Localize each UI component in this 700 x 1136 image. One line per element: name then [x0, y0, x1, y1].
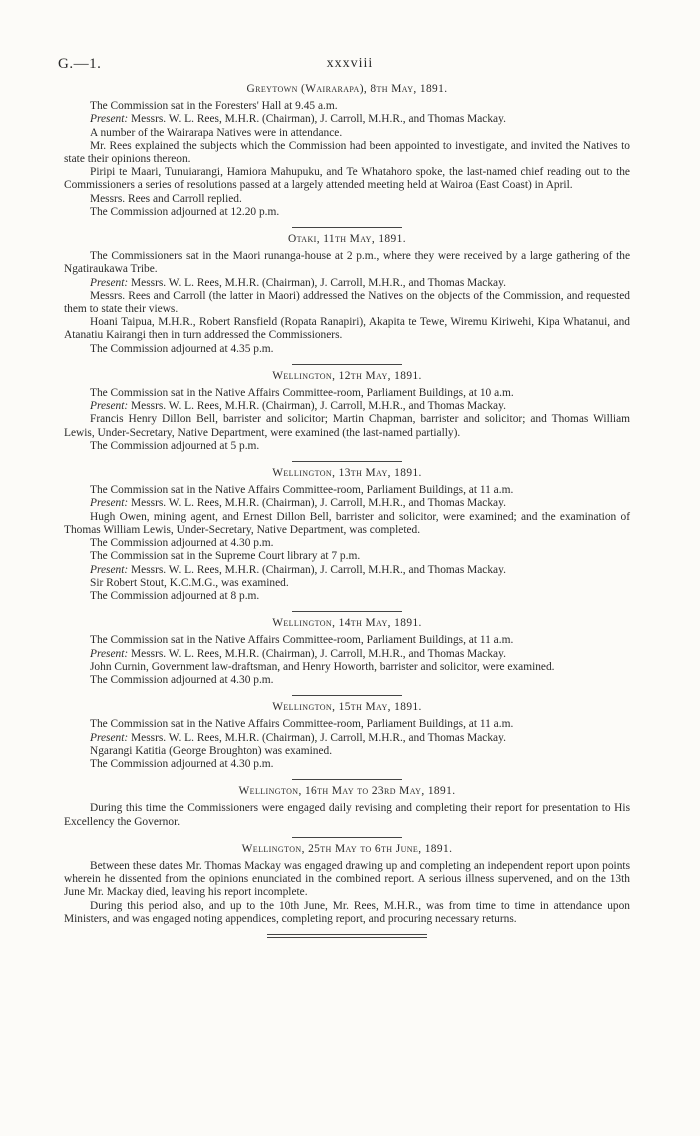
- present-label: Present:: [90, 647, 129, 660]
- paragraph: [64, 250, 630, 276]
- paragraph-text: Messrs. W. L. Rees, M.H.R. (Chairman), J. Carroll, M.H.R., and Thomas Mackay.: [128, 113, 506, 126]
- paragraph: [64, 387, 630, 400]
- paragraph-text: The Commission sat in the Native Affairs Committee-room, Parliament Buildings, at 10 a.m.: [90, 387, 514, 400]
- paragraph-text: The Commission adjourned at 8 p.m.: [90, 589, 260, 602]
- section-date-heading: Wellington, 25th May to 6th June, 1891.: [241, 842, 453, 855]
- paragraph: [64, 166, 630, 192]
- paragraph-text: John Curnin, Government law-draftsman, and Henry Howorth, barrister and solicitor, were examined.: [90, 660, 555, 673]
- section-divider: [292, 364, 402, 365]
- paragraph: [64, 634, 630, 647]
- paragraph-text: Hoani Taipua, M.H.R., Robert Ransfield (Ropata Ranapiri), Akapita te Tewe, Wiremu Kiriwehi, Kipa Whatanui, and Atanatiu Kairangi then in turn addressed the Commissioners.: [64, 316, 630, 342]
- paragraph: [64, 718, 630, 731]
- paragraph: [64, 193, 630, 206]
- paragraph-text: Messrs. W. L. Rees, M.H.R. (Chairman), J. Carroll, M.H.R., and Thomas Mackay.: [128, 400, 506, 413]
- section-date-heading: Wellington, 12th May, 1891.: [272, 369, 422, 382]
- paragraph: [64, 732, 630, 745]
- paragraph: [64, 413, 630, 439]
- paragraph: [64, 113, 630, 126]
- section-date-heading: Wellington, 16th May to 23rd May, 1891.: [238, 785, 456, 798]
- paragraph-text: The Commissioners sat in the Maori runanga-house at 2 p.m., where they were received by a large gathering of the Ngatiraukawa Tribe.: [64, 250, 630, 276]
- paragraph: [64, 590, 630, 603]
- present-label: Present:: [90, 731, 129, 744]
- paragraph: [64, 206, 630, 219]
- paragraph-text: Ngarangi Katitia (George Broughton) was examined.: [90, 744, 333, 757]
- section-date-heading: Wellington, 15th May, 1891.: [272, 701, 422, 714]
- section-divider: [292, 461, 402, 462]
- paragraph-text: The Commission adjourned at 12.20 p.m.: [90, 205, 280, 218]
- paragraph-text: The Commission adjourned at 5 p.m.: [90, 439, 260, 452]
- document-body: [64, 78, 630, 940]
- section-divider: [292, 695, 402, 696]
- paragraph: [64, 537, 630, 550]
- section-divider: [292, 611, 402, 612]
- paragraph-text: Sir Robert Stout, K.C.M.G., was examined.: [90, 576, 289, 589]
- section-date-heading: Wellington, 13th May, 1891.: [272, 467, 422, 480]
- paragraph: [64, 802, 630, 828]
- paragraph-text: The Commission sat in the Native Affairs Committee-room, Parliament Buildings, at 11 a.m.: [90, 634, 514, 647]
- paragraph-text: During this time the Commissioners were engaged daily revising and completing their report for presentation to His Excellency the Governor.: [64, 802, 630, 828]
- paragraph: [64, 758, 630, 771]
- page-number: xxxviii: [326, 56, 374, 71]
- paragraph: [64, 674, 630, 687]
- paragraph-text: The Commission adjourned at 4.30 p.m.: [90, 673, 274, 686]
- paragraph-text: During this period also, and up to the 10th June, Mr. Rees, M.H.R., was from time to time in attendance upon Ministers, and was engaged noting appendices, completing report, and procuring necessary returns.: [64, 899, 630, 925]
- present-label: Present:: [90, 400, 129, 413]
- document-code: G.—1.: [58, 56, 102, 72]
- end-double-rule: [267, 934, 427, 940]
- paragraph: [64, 900, 630, 926]
- paragraph: [64, 440, 630, 453]
- paragraph: [64, 343, 630, 356]
- section-divider: [292, 227, 402, 228]
- section-divider: [292, 837, 402, 838]
- paragraph-text: The Commission adjourned at 4.35 p.m.: [90, 342, 274, 355]
- present-label: Present:: [90, 113, 129, 126]
- paragraph-text: The Commission sat in the Native Affairs Committee-room, Parliament Buildings, at 11 a.m.: [90, 718, 514, 731]
- paragraph-text: Messrs. Rees and Carroll (the latter in Maori) addressed the Natives on the objects of the Commission, and requested them to state their views.: [64, 289, 630, 316]
- paragraph-text: Piripi te Maari, Tunuiarangi, Hamiora Mahupuku, and Te Whatahoro spoke, the last-named chief reading out to the Commissioners a series of resolutions passed at a largely attended meeting held at Wairoa (East Coast) in April.: [64, 166, 630, 192]
- paragraph: [64, 577, 630, 590]
- paragraph-text: The Commission sat in the Native Affairs Committee-room, Parliament Buildings, at 11 a.m.: [90, 484, 514, 497]
- paragraph: [64, 290, 630, 316]
- paragraph: [64, 860, 630, 900]
- paragraph: [64, 661, 630, 674]
- paragraph-text: Messrs. W. L. Rees, M.H.R. (Chairman), J. Carroll, M.H.R., and Thomas Mackay.: [128, 647, 506, 660]
- paragraph-text: A number of the Wairarapa Natives were in attendance.: [90, 126, 343, 139]
- paragraph: [64, 400, 630, 413]
- paragraph: [64, 511, 630, 537]
- paragraph-text: Messrs. W. L. Rees, M.H.R. (Chairman), J. Carroll, M.H.R., and Thomas Mackay.: [128, 563, 506, 576]
- paragraph-text: Messrs. W. L. Rees, M.H.R. (Chairman), J. Carroll, M.H.R., and Thomas Mackay.: [128, 497, 506, 510]
- section-date-heading: Otaki, 11th May, 1891.: [288, 233, 406, 246]
- paragraph-text: Mr. Rees explained the subjects which the Commission had been appointed to investigate, and invited the Natives to state their opinions thereon.: [64, 139, 630, 166]
- paragraph-text: The Commission sat in the Supreme Court library at 7 p.m.: [90, 550, 361, 563]
- paragraph-text: Messrs. Rees and Carroll replied.: [90, 192, 242, 205]
- paragraph: [64, 564, 630, 577]
- paragraph: [64, 316, 630, 342]
- paragraph: [64, 127, 630, 140]
- paragraph: [64, 277, 630, 290]
- paragraph-text: Hugh Owen, mining agent, and Ernest Dillon Bell, barrister and solicitor, were examined; and the examination of Thomas William Lewis, Under-Secretary, Native Department, was completed.: [64, 510, 630, 536]
- paragraph: [64, 648, 630, 661]
- paragraph: [64, 497, 630, 510]
- paragraph-text: The Commission sat in the Foresters' Hall at 9.45 a.m.: [90, 100, 338, 113]
- section-date-heading: Wellington, 14th May, 1891.: [272, 617, 422, 630]
- section-divider: [292, 779, 402, 780]
- paragraph-text: Messrs. W. L. Rees, M.H.R. (Chairman), J. Carroll, M.H.R., and Thomas Mackay.: [128, 731, 506, 744]
- paragraph: [64, 100, 630, 113]
- paragraph-text: Between these dates Mr. Thomas Mackay was engaged drawing up and completing an independent report upon points wherein he dissented from the opinions enunciated in the combined report. A serious illness supervened, and on the 13th June Mr. Mackay died, leaving his report incomplete.: [64, 859, 630, 899]
- paragraph: [64, 484, 630, 497]
- paragraph: [64, 745, 630, 758]
- paragraph-text: Francis Henry Dillon Bell, barrister and solicitor; Martin Chapman, barrister and solicitor; and Thomas William Lewis, Under-Secretary, Native Department, were examined (the last-named partially).: [64, 413, 630, 439]
- present-label: Present:: [90, 276, 129, 289]
- paragraph: [64, 140, 630, 166]
- paragraph-text: The Commission adjourned at 4.30 p.m.: [90, 537, 274, 550]
- present-label: Present:: [90, 497, 129, 510]
- present-label: Present:: [90, 563, 129, 576]
- section-date-heading: Greytown (Wairarapa), 8th May, 1891.: [246, 83, 448, 95]
- paragraph-text: Messrs. W. L. Rees, M.H.R. (Chairman), J. Carroll, M.H.R., and Thomas Mackay.: [128, 276, 506, 289]
- paragraph-text: The Commission adjourned at 4.30 p.m.: [90, 757, 274, 770]
- paragraph: [64, 550, 630, 563]
